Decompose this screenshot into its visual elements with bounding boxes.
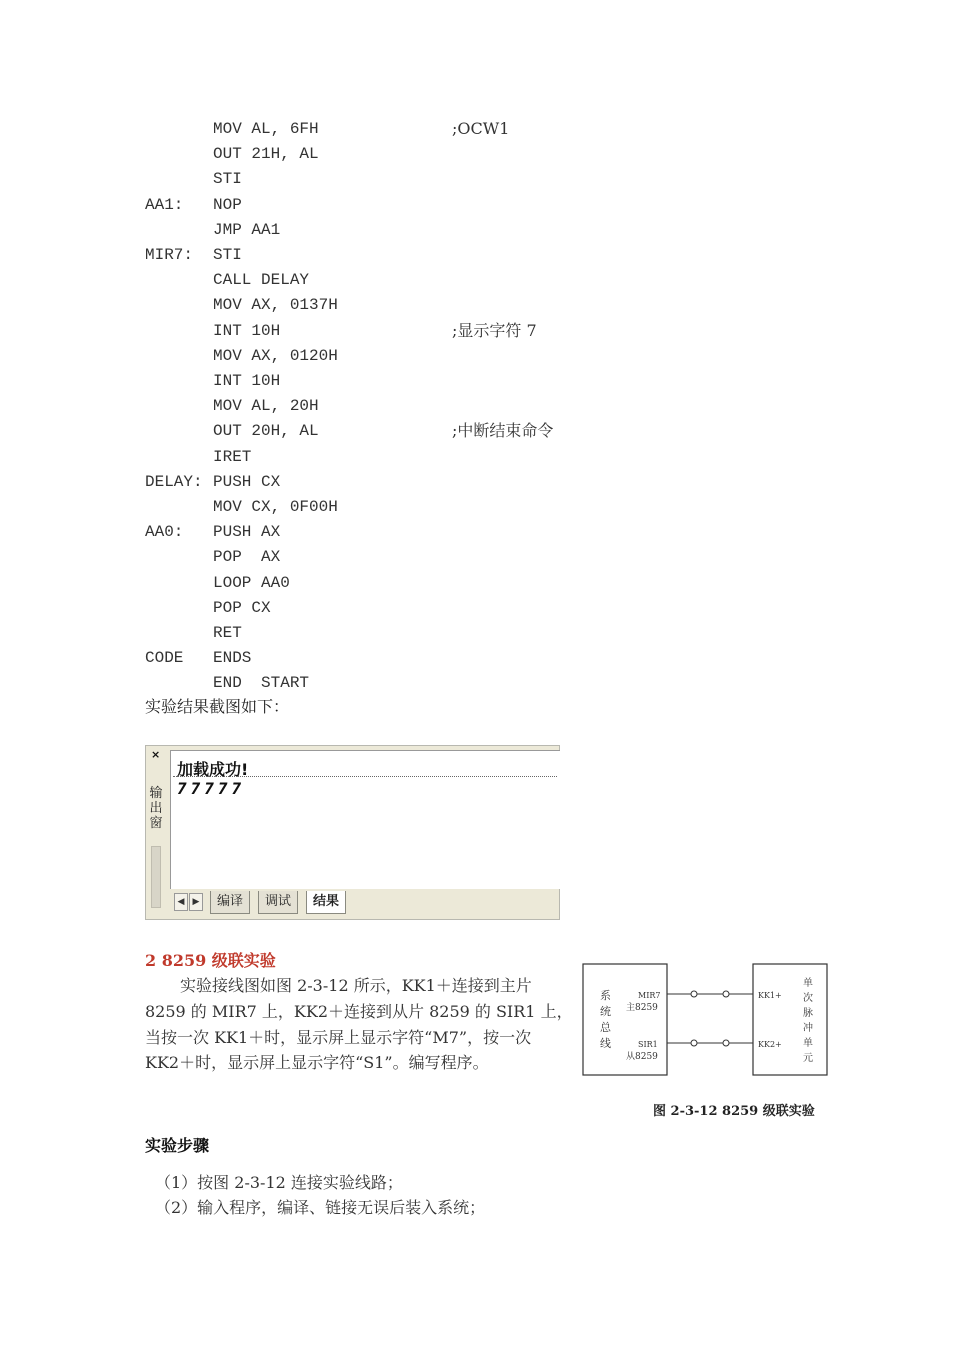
code-instruction: CALL DELAY — [213, 271, 310, 289]
output-line-1: 加载成功! — [177, 760, 249, 779]
bus-label-char: 总 — [600, 1021, 611, 1034]
code-instruction: END START — [213, 674, 310, 692]
paragraph-line: 实验接线图如图 2-3-12 所示，KK1＋连接到主片 — [180, 976, 532, 995]
code-label: CODE — [145, 649, 184, 667]
figure-caption: 图 2-3-12 8259 级联实验 — [653, 1104, 815, 1119]
code-comment: ;中断结束命令 — [452, 421, 554, 440]
code-comment: ;显示字符 7 — [452, 321, 537, 340]
code-instruction: STI — [213, 246, 242, 264]
code-instruction: LOOP AA0 — [213, 574, 290, 592]
bus-label-char: 系 — [600, 989, 611, 1002]
code-label: DELAY: — [145, 473, 203, 491]
section-title: 2 8259 级联实验 — [145, 951, 276, 970]
code-instruction: MOV AX, 0120H — [213, 347, 338, 365]
terminal — [691, 1040, 697, 1046]
tab-scroll-left-icon[interactable]: ◀ — [174, 893, 188, 911]
bus-label-char: 线 — [600, 1037, 611, 1050]
code-instruction: JMP AA1 — [213, 221, 281, 239]
unit-label-char: 单 — [803, 1038, 813, 1049]
code-instruction: OUT 21H, AL — [213, 145, 319, 163]
output-text-area — [170, 750, 560, 889]
output-line-2: 77777 — [177, 779, 246, 798]
code-instruction: NOP — [213, 196, 242, 214]
unit-label-char: 元 — [803, 1053, 813, 1064]
code-label: AA1: — [145, 196, 184, 214]
paragraph-line: 当按一次 KK1＋时，显示屏上显示字符“M7”，按一次 — [145, 1028, 532, 1047]
tab-debug[interactable]: 调试 — [258, 891, 298, 914]
code-instruction: PUSH AX — [213, 523, 281, 541]
code-instruction: POP AX — [213, 548, 281, 566]
code-instruction: MOV CX, 0F00H — [213, 498, 338, 516]
tab-bar — [170, 889, 559, 917]
steps-title: 实验步骤 — [145, 1136, 210, 1155]
master-label: 主8259 — [626, 1003, 658, 1013]
code-comment: ;OCW1 — [452, 119, 510, 138]
terminal — [723, 991, 729, 997]
tab-scroll-right-icon[interactable]: ▶ — [189, 893, 203, 911]
code-instruction: INT 10H — [213, 372, 281, 390]
kk1-label: KK1+ — [758, 991, 782, 1000]
output-window-title: 输出窗 — [149, 786, 163, 831]
code-instruction: PUSH CX — [213, 473, 281, 491]
code-instruction: MOV AL, 6FH — [213, 120, 319, 138]
terminal — [723, 1040, 729, 1046]
code-instruction: MOV AX, 0137H — [213, 296, 338, 314]
output-window-sidebar — [146, 746, 168, 919]
code-instruction: IRET — [213, 448, 252, 466]
step-item: （2）输入程序，编译、链接无误后装入系统； — [155, 1198, 486, 1217]
paragraph-line: KK2＋时，显示屏上显示字符“S1”。编写程序。 — [145, 1053, 489, 1072]
bus-label-char: 统 — [600, 1005, 611, 1018]
unit-label-char: 脉 — [803, 1008, 813, 1019]
result-caption: 实验结果截图如下： — [145, 697, 290, 716]
unit-label-char: 冲 — [803, 1023, 813, 1034]
unit-label-char: 单 — [803, 978, 813, 989]
paragraph-line: 8259 的 MIR7 上，KK2＋连接到从片 8259 的 SIR1 上， — [145, 1002, 573, 1021]
tab-compile[interactable]: 编译 — [210, 891, 250, 914]
divider — [173, 776, 557, 777]
code-instruction: MOV AL, 20H — [213, 397, 319, 415]
code-instruction: STI — [213, 170, 242, 188]
slave-label: 从8259 — [626, 1052, 658, 1062]
pulse-unit-box — [753, 964, 827, 1075]
step-item: （1）按图 2-3-12 连接实验线路； — [155, 1173, 403, 1192]
unit-label-char: 次 — [803, 993, 813, 1004]
mir7-label: MIR7 — [638, 991, 661, 1000]
terminal — [691, 991, 697, 997]
tab-result[interactable]: 结果 — [306, 891, 346, 914]
code-label: AA0: — [145, 523, 184, 541]
code-label: MIR7: — [145, 246, 194, 264]
close-icon[interactable]: × — [151, 748, 161, 761]
code-instruction: ENDS — [213, 649, 252, 667]
code-instruction: POP CX — [213, 599, 271, 617]
code-instruction: OUT 20H, AL — [213, 422, 319, 440]
output-window-screenshot — [145, 745, 560, 920]
wiring-diagram — [582, 963, 832, 1078]
code-instruction: RET — [213, 624, 242, 642]
scrollbar[interactable] — [151, 846, 161, 908]
sir1-label: SIR1 — [638, 1040, 658, 1049]
code-instruction: INT 10H — [213, 322, 281, 340]
kk2-label: KK2+ — [758, 1040, 782, 1049]
